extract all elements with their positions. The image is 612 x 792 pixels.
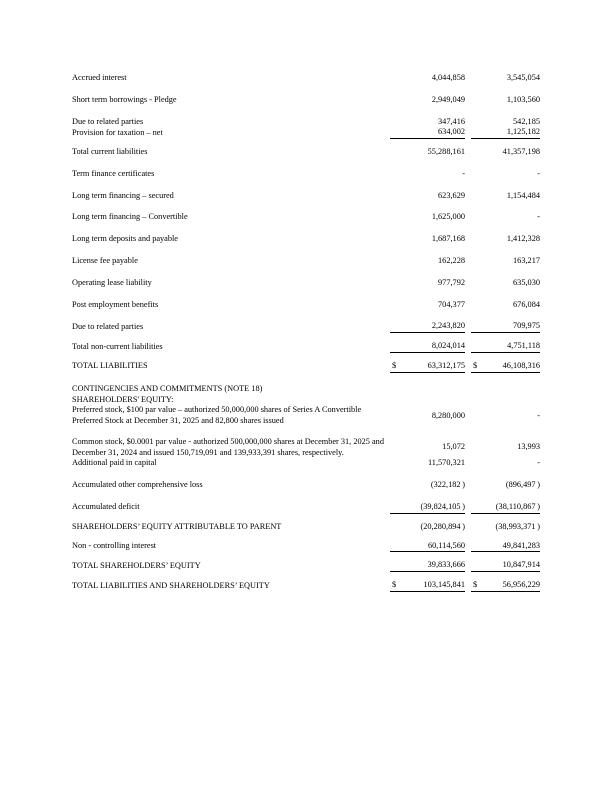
row-value-col2-due-to-related-parties-current: 542,185 [513,116,540,126]
row-value-col2-term-finance-certificates: - [537,168,540,178]
row-label-total-current-liabilities: Total current liabilities [72,147,148,157]
row-value-col2-accumulated-deficit: (38,110,867 ) [495,501,540,511]
currency-symbol: $ [473,580,478,590]
table-row [72,552,540,572]
row-value-col1-total-non-current-liabilities: 8,024,014 [390,333,465,353]
table-row [72,223,540,245]
table-row [72,245,540,267]
row-value-col2-non-controlling-interest: 49,841,283 [502,540,540,550]
row-value-col2-long-term-deposits-and-payable: 1,412,328 [506,234,540,244]
row-value-col2-total-liabilities-and-shareholders-equity [471,572,540,592]
row-label-post-employment-benefits: Post employment benefits [72,299,159,309]
spacer [72,591,390,602]
row-value-col2-long-term-financing-secured: 1,154,484 [506,190,540,200]
row-label-total-liabilities-and-shareholders-equity: TOTAL LIABILITIES AND SHAREHOLDERS’ EQUITY [72,580,270,590]
table-row [72,513,540,532]
row-value-col2-due-to-related-parties-noncurrent: 709,975 [513,321,540,331]
row-value-col1-due-to-related-parties-current: 347,416 [438,116,465,126]
table-row [72,158,540,180]
common-stock-label: Common stock, $0.0001 par value - authorized 500,000,000 shares at December 31, 2025 and December 31, 2024 and issued 150,719,091 and 139,933,391 shares, respectively. [72,436,384,457]
closing-rule-col2 [471,591,540,602]
row-value-col2-shareholders-equity-attributable-to-parent: (38,993,371 ) [471,513,540,532]
row-value-col1-long-term-financing-secured: 623,629 [438,190,465,200]
row-value-col1-provision-for-taxation-net: 634,002 [438,127,465,137]
preferred-stock-value-col2: - [537,410,540,420]
table-row [72,395,540,406]
amount-value: 103,145,841 [423,580,465,590]
table-row [72,427,540,459]
row-label-total-non-current-liabilities: Total non-current liabilities [72,341,163,351]
contingencies-and-commitments-line: CONTINGENCIES AND COMMITMENTS (NOTE 18) [72,383,263,393]
row-value-col1-long-term-financing-convertible: 1,625,000 [431,212,465,222]
row-value-col2-provision-for-taxation-net: 1,125,182 [506,127,540,137]
row-label-term-finance-certificates: Term finance certificates [72,168,155,178]
row-value-col1-total-shareholders-equity: 39,833,666 [390,552,465,572]
row-value-col2-total-liabilities [471,352,540,372]
spacer [390,377,465,395]
row-label-accumulated-deficit: Accumulated deficit [72,502,140,512]
table-row [72,310,540,332]
spacer [471,395,540,406]
row-label-operating-lease-liability: Operating lease liability [72,277,152,287]
spacer [471,377,540,395]
amount-value: 63,312,175 [427,360,465,370]
currency-symbol: $ [392,360,397,370]
common-stock-value-col2: 13,993 [517,442,540,452]
row-value-col2-post-employment-benefits: 676,084 [513,299,540,309]
table-row [72,84,540,106]
table-row [72,333,540,353]
row-label-total-shareholders-equity: TOTAL SHAREHOLDERS’ EQUITY [72,560,201,570]
row-value-col1-long-term-deposits-and-payable: 1,687,168 [431,234,465,244]
table-row [72,267,540,289]
row-label-additional-paid-in-capital: Additional paid in capital [72,458,157,468]
liabilities-rows [72,62,540,602]
row-value-col2-total-current-liabilities: 41,357,198 [471,139,540,158]
row-value-col2-total-shareholders-equity: 10,847,914 [471,552,540,572]
grand-total-closing-rule [72,591,540,602]
closing-rule-col1 [390,591,465,602]
row-label-due-to-related-parties-noncurrent: Due to related parties [72,321,144,331]
row-value-col2-long-term-financing-convertible: - [537,212,540,222]
common-stock-value-col1: 15,072 [442,442,465,452]
amount-value: 46,108,316 [502,360,540,370]
table-row [72,572,540,592]
row-value-col1-accumulated-deficit: (39,824,105 ) [420,501,465,511]
row-value-col1-license-fee-payable: 162,228 [438,256,465,266]
preferred-stock-label: Preferred stock, $100 par value – authorized 50,000,000 shares of Series A Convertible Preferred Stock at December 31, 2025 and 82,800 shares issued [72,405,362,426]
row-value-col2-additional-paid-in-capital: - [537,458,540,468]
row-value-col1-term-finance-certificates: - [462,168,465,178]
row-value-col2-license-fee-payable: 163,217 [513,256,540,266]
row-label-long-term-financing-secured: Long term financing – secured [72,190,174,200]
row-value-col1-accrued-interest: 4,044,858 [431,73,465,82]
row-value-col1-short-term-borrowings-pledge: 2,949,049 [431,94,465,104]
spacer [390,395,465,406]
row-label-accumulated-other-comprehensive-loss: Accumulated other comprehensive loss [72,480,203,490]
row-value-col1-due-to-related-parties-noncurrent: 2,243,820 [431,321,465,331]
row-value-col2-short-term-borrowings-pledge: 1,103,560 [506,94,540,104]
row-label-license-fee-payable: License fee payable [72,256,138,266]
row-value-col2-operating-lease-liability: 635,030 [513,277,540,287]
table-row [72,491,540,513]
row-label-total-liabilities: TOTAL LIABILITIES [72,361,148,371]
row-label-shareholders-equity-attributable-to-parent: SHAREHOLDERS’ EQUITY ATTRIBUTABLE TO PARENT [72,521,282,531]
row-value-col1-shareholders-equity-attributable-to-parent: (20,280,894 ) [390,513,465,532]
row-value-col1-operating-lease-liability: 977,792 [438,277,465,287]
row-label-provision-for-taxation-net: Provision for taxation – net [72,127,163,137]
preferred-stock-value-col1: 8,280,000 [431,410,465,420]
row-value-col1-total-current-liabilities: 55,288,161 [390,139,465,158]
row-value-col1-non-controlling-interest: 60,114,560 [427,540,465,550]
row-label-accrued-interest: Accrued interest [72,73,127,82]
row-label-long-term-financing-convertible: Long term financing – Convertible [72,212,188,222]
table-row [72,405,540,427]
row-value-col2-accrued-interest: 3,545,054 [506,73,540,82]
row-label-short-term-borrowings-pledge: Short term borrowings - Pledge [72,94,177,104]
shareholders-equity-heading: SHAREHOLDERS' EQUITY: [72,394,174,404]
currency-symbol: $ [473,360,478,370]
table-row [72,469,540,491]
row-label-long-term-deposits-and-payable: Long term deposits and payable [72,234,178,244]
row-value-col1-accumulated-other-comprehensive-loss: (322,182 ) [430,480,465,490]
table-row [72,533,540,552]
table-row [72,62,540,84]
table-row [72,106,540,128]
table-row [72,377,540,395]
table-row [72,139,540,158]
row-value-col2-accumulated-other-comprehensive-loss: (896,497 ) [505,480,540,490]
balance-sheet-table [72,62,540,602]
row-value-col1-post-employment-benefits: 704,377 [438,299,465,309]
table-row [72,352,540,372]
row-value-col1-total-liabilities [390,352,465,372]
balance-sheet [72,62,540,602]
row-value-col1-additional-paid-in-capital: 11,570,321 [427,458,465,468]
table-row [72,201,540,223]
table-row [72,180,540,202]
table-row [72,458,540,469]
table-row [72,289,540,311]
row-value-col2-total-non-current-liabilities: 4,751,118 [471,333,540,353]
row-label-non-controlling-interest: Non - controlling interest [72,541,157,551]
currency-symbol: $ [392,580,397,590]
table-row [72,127,540,138]
row-value-col1-total-liabilities-and-shareholders-equity [390,572,465,592]
amount-value: 56,956,229 [502,580,540,590]
row-label-due-to-related-parties-current: Due to related parties [72,116,144,126]
